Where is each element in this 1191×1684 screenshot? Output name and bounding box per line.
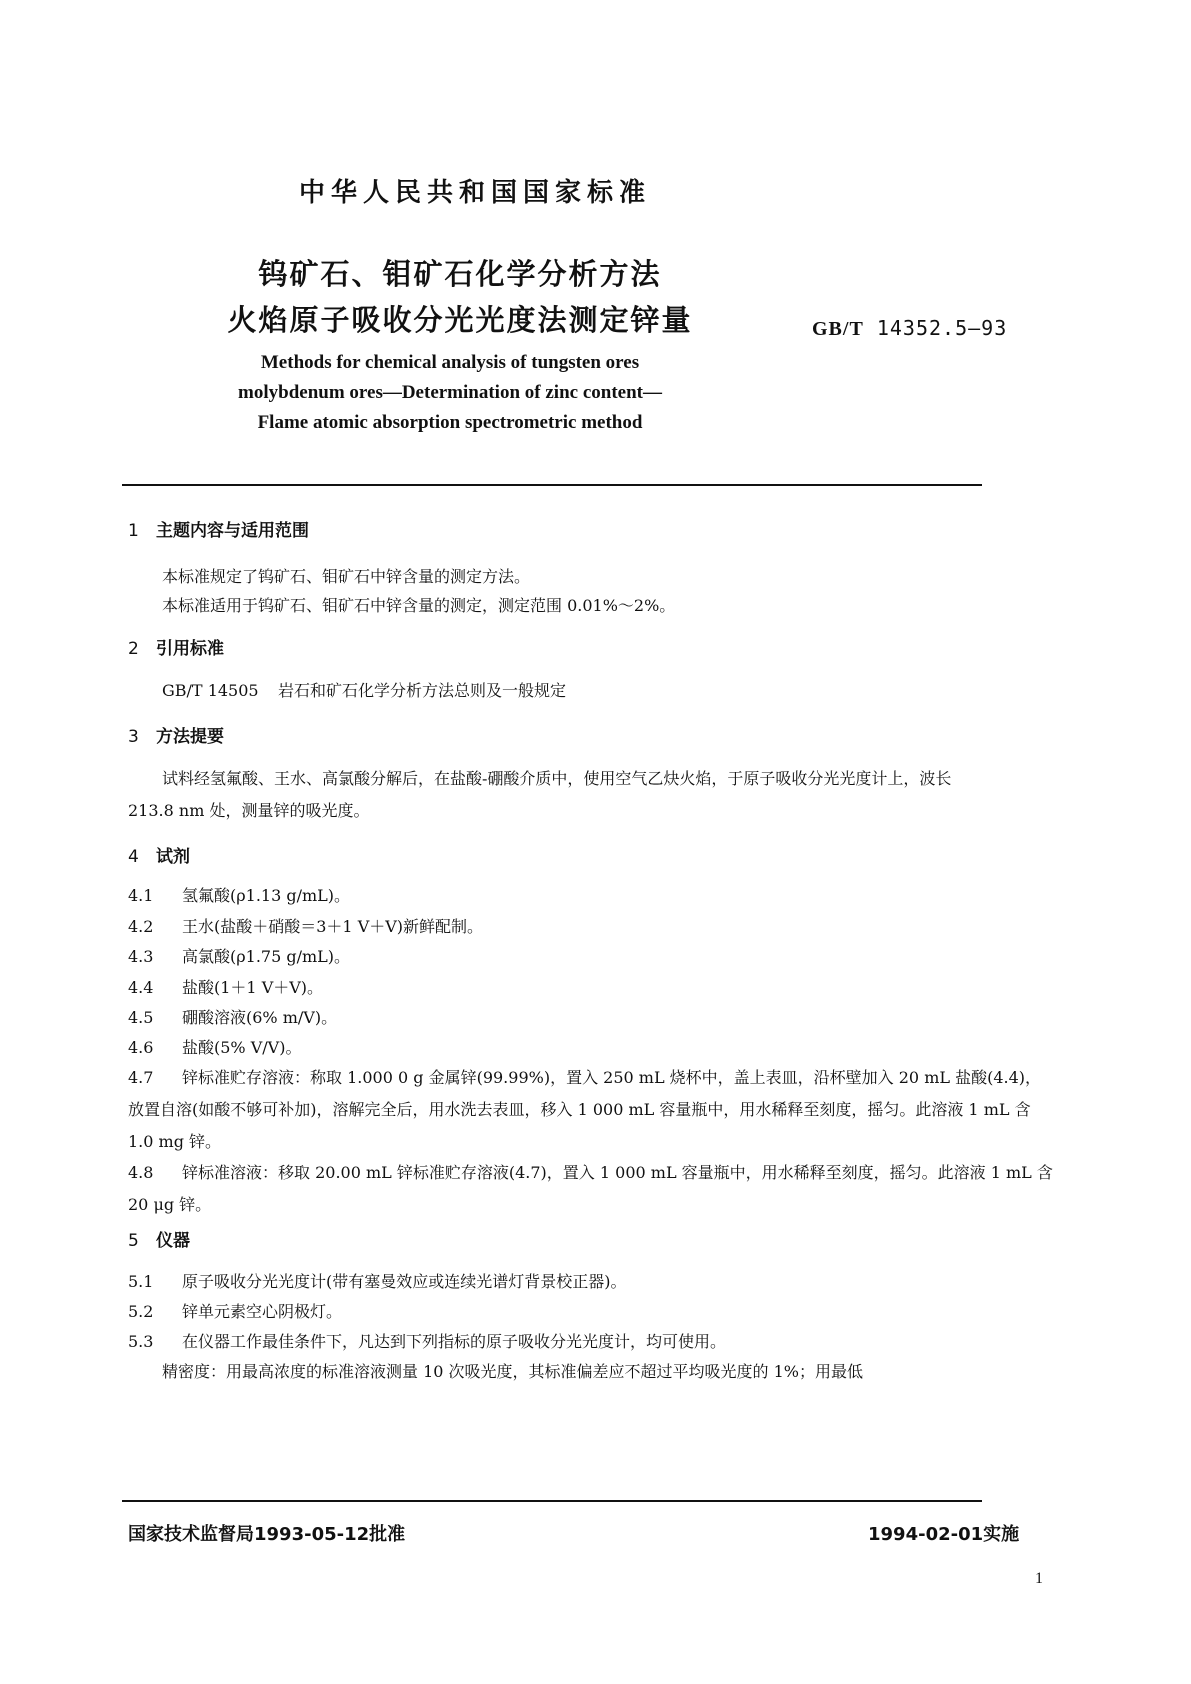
item-text: 在仪器工作最佳条件下，凡达到下列指标的原子吸收分光光度计，均可使用。 xyxy=(182,1332,727,1351)
section-number: 3 xyxy=(128,727,139,747)
item-text: 锌标准贮存溶液：称取 1.000 0 g 金属锌(99.99%)，置入 250 mL 烧杯中，盖上表皿，沿杯壁加入 20 mL 盐酸(4.4)，放置自溶(如酸不够可补加)，溶解完全后，用水洗去表皿，移入 1 000 mL 容量瓶中，用水稀释至刻度，摇匀。此溶液 1 mL 含 1.0 mg 锌。 xyxy=(128,1068,1042,1151)
list-item xyxy=(128,1266,1053,1298)
item-number: 4.3 xyxy=(128,947,154,966)
section-number: 4 xyxy=(128,847,139,867)
list-item xyxy=(128,880,1053,912)
item-number: 4.6 xyxy=(128,1038,154,1057)
reference-entry xyxy=(162,675,566,707)
standard-code xyxy=(812,316,1007,341)
section-number: 2 xyxy=(128,639,139,659)
list-item xyxy=(128,1002,1053,1034)
list-item xyxy=(128,1032,1053,1064)
section-heading-1 xyxy=(128,516,309,541)
list-item xyxy=(128,972,1053,1004)
section-heading-3 xyxy=(128,722,224,747)
item-text: 王水(盐酸＋硝酸＝3＋1 V＋V)新鲜配制。 xyxy=(182,917,484,936)
item-number: 5.1 xyxy=(128,1272,154,1291)
item-number: 4.8 xyxy=(128,1163,154,1182)
footer-divider xyxy=(122,1500,982,1502)
item-text: 锌单元素空心阴极灯。 xyxy=(182,1302,343,1321)
section-1-paragraph-2: 本标准适用于钨矿石、钼矿石中锌含量的测定，测定范围 0.01%～2%。 xyxy=(162,596,676,615)
section-title: 仪器 xyxy=(156,1231,190,1251)
item-text: 原子吸收分光光度计(带有塞曼效应或连续光谱灯背景校正器)。 xyxy=(182,1272,627,1291)
section-number: 1 xyxy=(128,521,139,541)
section-heading-5 xyxy=(128,1226,190,1251)
section-1-paragraph-1: 本标准规定了钨矿石、钼矿石中锌含量的测定方法。 xyxy=(162,567,531,586)
item-number: 5.2 xyxy=(128,1302,154,1321)
item-number: 5.3 xyxy=(128,1332,154,1351)
item-number: 4.1 xyxy=(128,886,154,905)
section-title: 引用标准 xyxy=(156,639,224,659)
header-divider xyxy=(122,484,982,486)
standard-number: 14352.5—93 xyxy=(876,316,1008,340)
item-text: 氢氟酸(ρ1.13 g/mL)。 xyxy=(182,886,351,905)
item-number: 4.2 xyxy=(128,917,154,936)
list-item xyxy=(128,1062,1053,1158)
title-en-line-3: Flame atomic absorption spectrometric method xyxy=(257,412,643,433)
section-title: 主题内容与适用范围 xyxy=(156,521,309,541)
effective-date: 1994-02-01实施 xyxy=(868,1524,1020,1545)
reference-code: GB/T 14505 xyxy=(162,681,259,700)
title-en-line-2: molybdenum ores—Determination of zinc content— xyxy=(238,382,662,403)
item-text: 盐酸(1＋1 V＋V)。 xyxy=(182,978,324,997)
section-title: 试剂 xyxy=(156,847,190,867)
item-text: 盐酸(5% V/V)。 xyxy=(182,1038,302,1057)
precision-paragraph: 精密度：用最高浓度的标准溶液测量 10 次吸光度，其标准偏差应不超过平均吸光度的 1%；用最低 xyxy=(162,1362,864,1381)
approval-line: 国家技术监督局1993-05-12批准 xyxy=(128,1524,406,1545)
title-en-line-1: Methods for chemical analysis of tungsten ores xyxy=(260,352,640,373)
standard-prefix: GB/T xyxy=(812,318,864,340)
section-heading-4 xyxy=(128,842,190,867)
item-text: 锌标准溶液：移取 20.00 mL 锌标准贮存溶液(4.7)，置入 1 000 mL 容量瓶中，用水稀释至刻度，摇匀。此溶液 1 mL 含 20 μg 锌。 xyxy=(128,1163,1053,1214)
list-item xyxy=(128,1157,1053,1221)
item-text: 硼酸溶液(6% m/V)。 xyxy=(182,1008,338,1027)
section-title: 方法提要 xyxy=(156,727,224,747)
item-number: 4.4 xyxy=(128,978,154,997)
section-number: 5 xyxy=(128,1231,139,1251)
title-zh-line-1: 钨矿石、钼矿石化学分析方法 xyxy=(258,257,662,291)
list-item xyxy=(128,911,1053,943)
item-number: 4.7 xyxy=(128,1068,154,1087)
page-number: 1 xyxy=(1035,1570,1043,1587)
section-3-paragraph: 试料经氢氟酸、王水、高氯酸分解后，在盐酸-硼酸介质中，使用空气乙炔火焰，于原子吸收分光光度计上，波长 213.8 nm 处，测量锌的吸光度。 xyxy=(128,769,952,820)
list-item xyxy=(128,941,1053,973)
item-text: 高氯酸(ρ1.75 g/mL)。 xyxy=(182,947,351,966)
list-item xyxy=(128,1326,1053,1358)
section-heading-2 xyxy=(128,634,224,659)
title-zh-line-2: 火焰原子吸收分光光度法测定锌量 xyxy=(227,303,693,337)
list-item xyxy=(128,1296,1053,1328)
national-standard-heading: 中华人民共和国国家标准 xyxy=(298,178,651,208)
reference-title: 岩石和矿石化学分析方法总则及一般规定 xyxy=(278,681,567,700)
item-number: 4.5 xyxy=(128,1008,154,1027)
